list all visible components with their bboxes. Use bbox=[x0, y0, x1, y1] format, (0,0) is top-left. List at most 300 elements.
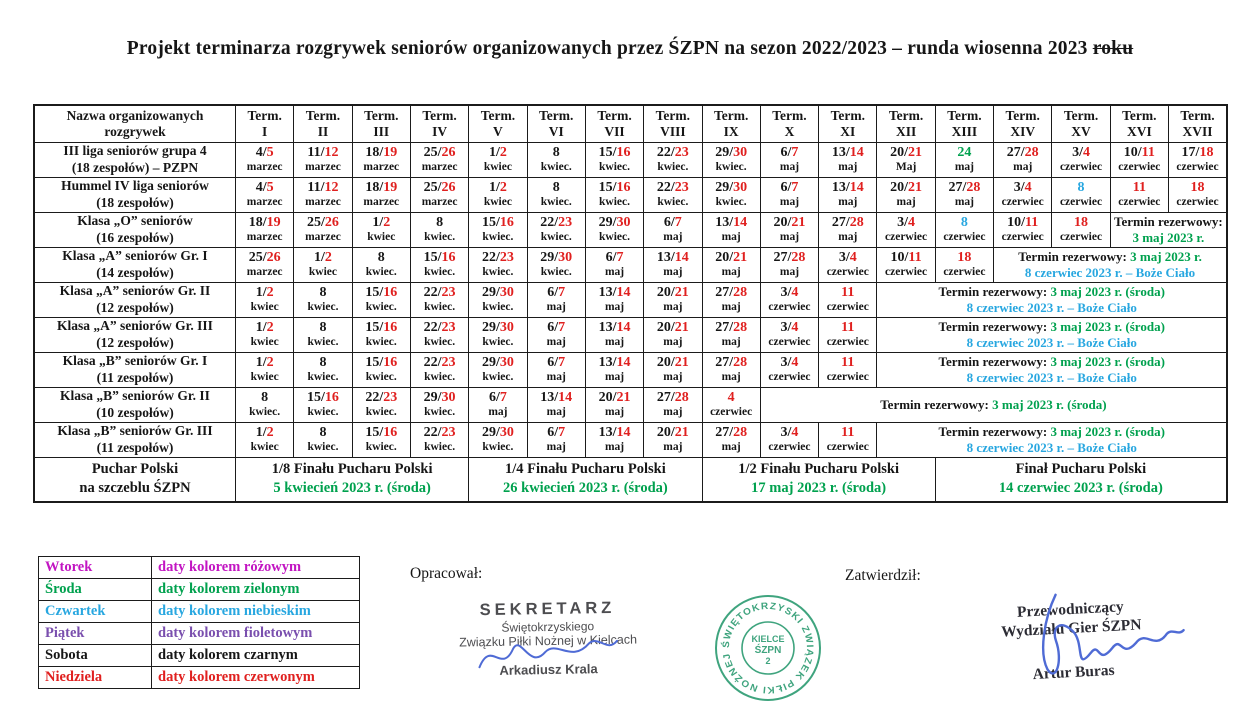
month-line: kwiec. bbox=[657, 196, 689, 208]
date-cell bbox=[994, 142, 1052, 177]
month-line: maj bbox=[604, 371, 625, 383]
date-number: 8 bbox=[377, 250, 385, 265]
schedule-row bbox=[34, 177, 1227, 212]
date-number: 21 bbox=[908, 145, 923, 160]
month-line: kwiec. bbox=[424, 406, 456, 418]
date-line bbox=[644, 285, 701, 301]
month-line: kwiec. bbox=[249, 406, 281, 418]
legend-day-cell: Niedziela bbox=[39, 667, 152, 689]
date-number: 8 bbox=[319, 355, 327, 370]
date-number: 8 bbox=[319, 285, 327, 300]
date-number: 8 bbox=[319, 425, 327, 440]
date-slash: / bbox=[729, 250, 734, 265]
date-number: 8 bbox=[552, 145, 560, 160]
date-number: 30 bbox=[499, 320, 514, 335]
date-cell bbox=[760, 177, 818, 212]
date-number: 6 bbox=[547, 285, 555, 300]
date-number: 30 bbox=[499, 425, 514, 440]
month-line: kwiec. bbox=[307, 406, 339, 418]
date-cell bbox=[236, 212, 294, 247]
date-slash: / bbox=[670, 320, 675, 335]
competition-name-line: Klasa „A” seniorów Gr. II bbox=[59, 283, 211, 298]
date-cell bbox=[352, 282, 410, 317]
legend-desc-cell: daty kolorem różowym bbox=[152, 557, 360, 579]
date-line bbox=[644, 145, 701, 161]
date-cell bbox=[527, 177, 585, 212]
month-line: maj bbox=[546, 406, 566, 418]
date-line bbox=[994, 215, 1051, 231]
date-number: 16 bbox=[499, 215, 514, 230]
title-struck-word: roku bbox=[1092, 38, 1134, 59]
date-number: 2 bbox=[383, 215, 391, 230]
month-line: kwiec. bbox=[365, 336, 397, 348]
reserve-line bbox=[877, 300, 1226, 316]
date-cell bbox=[644, 387, 702, 422]
term-numeral: V bbox=[493, 123, 503, 139]
date-number: 22 bbox=[481, 250, 496, 265]
date-number: 16 bbox=[383, 355, 398, 370]
date-line bbox=[469, 250, 526, 266]
date-number: 7 bbox=[791, 180, 799, 195]
date-number: 27 bbox=[656, 390, 671, 405]
approver-stamp bbox=[950, 594, 1194, 688]
date-number: 6 bbox=[780, 145, 788, 160]
reserve-line bbox=[994, 249, 1226, 265]
date-slash: / bbox=[437, 145, 442, 160]
competition-name-line: Klasa „A” seniorów Gr. I bbox=[62, 248, 208, 263]
date-cell bbox=[469, 317, 527, 352]
date-slash: / bbox=[612, 145, 617, 160]
month-line: kwiec. bbox=[365, 301, 397, 313]
date-line bbox=[294, 390, 351, 406]
month-line: czerwiec bbox=[1059, 196, 1103, 208]
term-header-cell bbox=[819, 105, 877, 142]
date-slash: / bbox=[612, 355, 617, 370]
month-line: maj bbox=[838, 196, 858, 208]
reserve-line bbox=[877, 319, 1226, 335]
date-number: 16 bbox=[383, 425, 398, 440]
date-slash: / bbox=[379, 390, 384, 405]
date-line bbox=[761, 285, 818, 301]
date-number: 3 bbox=[780, 355, 788, 370]
date-number: 28 bbox=[733, 425, 748, 440]
date-slash: / bbox=[962, 180, 967, 195]
date-cell bbox=[352, 317, 410, 352]
secretary-stamp-line2: Świętokrzyskiego bbox=[501, 619, 595, 635]
date-cell bbox=[585, 387, 643, 422]
date-number: 27 bbox=[1006, 145, 1021, 160]
date-number: 13 bbox=[831, 145, 846, 160]
competition-name-line: (11 zespołów) bbox=[96, 369, 174, 385]
month-line: kwiec. bbox=[540, 266, 572, 278]
date-line bbox=[644, 215, 701, 231]
date-slash: / bbox=[437, 320, 442, 335]
date-number: 24 bbox=[957, 145, 972, 160]
date-slash: / bbox=[379, 180, 384, 195]
reserve-term-cell bbox=[877, 317, 1227, 352]
term-prefix: Term. bbox=[539, 107, 574, 123]
date-line bbox=[703, 145, 760, 161]
date-slash: / bbox=[670, 425, 675, 440]
date-number: 27 bbox=[773, 250, 788, 265]
term-prefix: Term. bbox=[1063, 107, 1099, 123]
date-slash: / bbox=[321, 215, 325, 230]
month-line: maj bbox=[663, 371, 683, 383]
date-number: 20 bbox=[656, 425, 671, 440]
month-line: czerwiec bbox=[1001, 196, 1044, 208]
date-line bbox=[761, 215, 818, 231]
date-cell bbox=[760, 352, 818, 387]
month-line: czerwiec bbox=[1059, 161, 1103, 173]
date-cell bbox=[469, 212, 527, 247]
cup-stage-cell bbox=[702, 457, 935, 502]
date-number: 8 bbox=[552, 180, 560, 195]
date-slash: / bbox=[379, 425, 384, 440]
month-line: maj bbox=[954, 196, 974, 208]
date-cell bbox=[1052, 212, 1110, 247]
legend-desc-cell: daty kolorem niebieskim bbox=[152, 601, 360, 623]
date-line bbox=[411, 425, 468, 441]
date-slash: / bbox=[379, 285, 384, 300]
approver-signature-scribble-icon bbox=[959, 582, 1194, 694]
date-number: 20 bbox=[890, 180, 905, 195]
date-slash: / bbox=[670, 250, 675, 265]
month-line: maj bbox=[663, 336, 683, 348]
reserve-term-cell bbox=[877, 422, 1227, 457]
term-numeral: VII bbox=[604, 123, 625, 139]
date-line bbox=[469, 355, 526, 371]
schedule-row bbox=[34, 422, 1227, 457]
date-cell bbox=[702, 282, 760, 317]
date-line bbox=[586, 145, 643, 161]
date-cell bbox=[935, 142, 993, 177]
month-line: kwiec bbox=[367, 231, 396, 243]
date-number: 23 bbox=[383, 390, 398, 405]
date-number: 29 bbox=[481, 425, 496, 440]
term-numeral: XIII bbox=[951, 123, 978, 139]
date-number: 22 bbox=[423, 285, 438, 300]
reserve-term-cell bbox=[994, 247, 1227, 282]
date-line bbox=[1111, 145, 1168, 161]
date-line bbox=[353, 145, 410, 161]
date-cell bbox=[760, 212, 818, 247]
date-cell bbox=[527, 387, 585, 422]
round-stamp-ring-text: ŚWIĘTOKRZYSKI ZWIĄZEK PIŁKI NOŻNEJ bbox=[720, 600, 816, 696]
date-line bbox=[353, 215, 410, 231]
date-cell bbox=[1052, 177, 1110, 212]
cup-stage-title: 1/4 Finału Pucharu Polski bbox=[505, 461, 666, 478]
month-line: maj bbox=[604, 336, 625, 348]
date-slash: / bbox=[787, 425, 792, 440]
date-line bbox=[353, 425, 410, 441]
date-number: 10 bbox=[890, 250, 905, 265]
month-line: czerwiec bbox=[943, 266, 986, 278]
month-line: czerwiec bbox=[1118, 161, 1161, 173]
reserve-line bbox=[877, 424, 1226, 440]
month-line: kwiec bbox=[483, 161, 512, 173]
date-number: 28 bbox=[733, 285, 748, 300]
date-cell bbox=[527, 142, 585, 177]
date-number: 28 bbox=[1024, 145, 1039, 160]
date-cell bbox=[236, 387, 294, 422]
date-line bbox=[1111, 180, 1168, 196]
date-slash: / bbox=[554, 390, 559, 405]
date-slash: / bbox=[495, 355, 500, 370]
date-number: 8 bbox=[436, 215, 444, 230]
term-header-cell bbox=[1110, 105, 1168, 142]
date-cell bbox=[644, 352, 702, 387]
date-line bbox=[411, 285, 468, 301]
date-line bbox=[761, 320, 818, 336]
reserve-term-cell bbox=[877, 352, 1227, 387]
date-line bbox=[703, 215, 760, 231]
date-line bbox=[294, 180, 351, 196]
schedule-row bbox=[34, 212, 1227, 247]
reserve-line bbox=[1111, 214, 1226, 230]
month-line: maj bbox=[1013, 161, 1033, 173]
date-line bbox=[761, 180, 818, 196]
date-line bbox=[644, 355, 701, 371]
date-number: 20 bbox=[656, 355, 671, 370]
legend-desc-cell: daty kolorem fioletowym bbox=[152, 623, 360, 645]
date-number: 14 bbox=[616, 285, 631, 300]
month-line: maj bbox=[604, 406, 625, 418]
month-line: maj bbox=[721, 441, 741, 453]
date-number: 3 bbox=[897, 215, 905, 230]
date-number: 1 bbox=[488, 145, 496, 160]
month-line: kwiec. bbox=[365, 371, 397, 383]
date-slash: / bbox=[554, 215, 559, 230]
month-line: maj bbox=[838, 161, 858, 173]
legend-row bbox=[39, 579, 360, 601]
date-line bbox=[936, 180, 993, 196]
date-slash: / bbox=[554, 285, 559, 300]
date-number: 1 bbox=[314, 250, 322, 265]
competition-name-cell bbox=[34, 142, 236, 177]
date-line bbox=[819, 180, 876, 196]
date-line bbox=[819, 355, 876, 371]
date-cell bbox=[644, 142, 702, 177]
reserve-text: Termin rezerwowy: bbox=[938, 283, 1051, 299]
date-slash: / bbox=[495, 250, 500, 265]
term-header-cell bbox=[352, 105, 410, 142]
date-number: 27 bbox=[715, 355, 730, 370]
date-slash: / bbox=[1020, 145, 1025, 160]
month-line: czerwiec bbox=[768, 301, 811, 313]
reserve-text: 8 czerwiec 2023 r. – Boże Ciało bbox=[966, 439, 1137, 455]
reserve-line bbox=[877, 370, 1226, 386]
month-line: kwiec. bbox=[540, 196, 572, 208]
date-number: 22 bbox=[540, 215, 555, 230]
approver-title-line1: Przewodniczący bbox=[1016, 598, 1125, 621]
month-line: kwiec. bbox=[424, 336, 456, 348]
date-slash: / bbox=[670, 145, 675, 160]
date-number: 14 bbox=[616, 320, 631, 335]
date-number: 12 bbox=[324, 145, 339, 160]
month-line: czerwiec bbox=[885, 231, 928, 243]
month-line: czerwiec bbox=[826, 441, 869, 453]
date-cell bbox=[236, 317, 294, 352]
date-number: 22 bbox=[656, 180, 671, 195]
date-number: 13 bbox=[831, 180, 846, 195]
date-line bbox=[411, 145, 468, 161]
date-line bbox=[353, 390, 410, 406]
date-slash: / bbox=[845, 180, 850, 195]
date-slash: / bbox=[729, 355, 734, 370]
round-stamp-center-line1: KIELCE bbox=[751, 634, 785, 644]
competition-name-line: (11 zespołów) bbox=[96, 439, 174, 455]
competition-name-line: Hummel IV liga seniorów bbox=[61, 178, 209, 193]
date-number: 21 bbox=[791, 215, 806, 230]
date-line bbox=[703, 180, 760, 196]
month-line: marzec bbox=[246, 231, 283, 243]
date-number: 26 bbox=[441, 145, 456, 160]
date-number: 13 bbox=[656, 250, 671, 265]
secretary-name: Arkadiusz Krala bbox=[499, 661, 598, 678]
date-number: 1 bbox=[488, 180, 496, 195]
month-line: czerwiec bbox=[1059, 231, 1103, 243]
opracowal-label: Opracował: bbox=[410, 565, 483, 582]
month-line: kwiec. bbox=[307, 441, 339, 453]
date-line bbox=[294, 355, 351, 371]
date-number: 21 bbox=[674, 425, 689, 440]
legend-row bbox=[39, 557, 360, 579]
term-header-cell bbox=[469, 105, 527, 142]
date-line bbox=[761, 355, 818, 371]
date-number: 7 bbox=[558, 285, 566, 300]
month-line: kwiec. bbox=[715, 196, 747, 208]
date-number: 15 bbox=[423, 250, 438, 265]
month-line: czerwiec bbox=[1176, 161, 1219, 173]
date-number: 8 bbox=[319, 320, 327, 335]
date-cell bbox=[760, 422, 818, 457]
date-slash: / bbox=[670, 390, 675, 405]
term-prefix: Term. bbox=[305, 107, 341, 123]
date-number: 13 bbox=[598, 285, 613, 300]
date-slash: / bbox=[262, 355, 267, 370]
date-number: 4 bbox=[255, 180, 263, 195]
competition-name-cell bbox=[34, 422, 236, 457]
date-number: 3 bbox=[780, 285, 788, 300]
reserve-text: 3 maj 2023 r. (środa) bbox=[1050, 353, 1165, 369]
date-slash: / bbox=[612, 425, 617, 440]
date-number: 15 bbox=[307, 390, 322, 405]
month-line: czerwiec bbox=[768, 371, 811, 383]
date-number: 25 bbox=[307, 215, 322, 230]
date-line bbox=[469, 215, 526, 231]
term-numeral: IX bbox=[723, 123, 739, 139]
date-slash: / bbox=[495, 145, 500, 160]
reserve-text: Termin rezerwowy: bbox=[938, 353, 1051, 369]
cup-name-line: na szczeblu ŚZPN bbox=[79, 480, 191, 497]
term-prefix: Term. bbox=[1122, 107, 1157, 123]
date-cell bbox=[877, 177, 935, 212]
date-number: 6 bbox=[780, 180, 788, 195]
date-number: 1 bbox=[255, 285, 263, 300]
date-cell bbox=[702, 317, 760, 352]
date-line bbox=[936, 250, 993, 266]
date-cell bbox=[352, 352, 410, 387]
date-line bbox=[877, 250, 934, 266]
term-prefix: Term. bbox=[1180, 107, 1215, 123]
date-number: 6 bbox=[663, 215, 671, 230]
date-line bbox=[411, 180, 468, 196]
date-cell bbox=[469, 142, 527, 177]
date-number: 11 bbox=[908, 250, 922, 265]
date-cell bbox=[702, 177, 760, 212]
date-number: 3 bbox=[780, 425, 788, 440]
date-number: 22 bbox=[656, 145, 671, 160]
date-cell bbox=[236, 282, 294, 317]
month-line: marzec bbox=[246, 266, 283, 278]
month-line: maj bbox=[779, 196, 800, 208]
competition-name-cell bbox=[34, 352, 236, 387]
schedule-header bbox=[34, 105, 1227, 142]
schedule-row bbox=[34, 282, 1227, 317]
date-cell bbox=[702, 212, 760, 247]
secretary-stamp-title: SEKRETARZ bbox=[479, 598, 616, 620]
date-cell bbox=[585, 247, 643, 282]
month-line: kwiec. bbox=[424, 371, 456, 383]
reserve-text: 8 czerwiec 2023 r. – Boże Ciało bbox=[966, 334, 1137, 350]
date-line bbox=[411, 215, 468, 231]
date-number: 4 bbox=[727, 390, 735, 405]
date-cell bbox=[352, 422, 410, 457]
date-cell bbox=[410, 352, 468, 387]
zatwierdzil-label: Zatwierdził: bbox=[845, 567, 921, 584]
date-number: 7 bbox=[558, 320, 566, 335]
date-number: 21 bbox=[674, 320, 689, 335]
date-slash: / bbox=[321, 250, 325, 265]
date-number: 27 bbox=[715, 320, 730, 335]
date-slash: / bbox=[1079, 145, 1083, 160]
date-number: 29 bbox=[715, 180, 730, 195]
term-prefix: Term. bbox=[597, 107, 632, 123]
date-line bbox=[877, 215, 934, 231]
date-number: 29 bbox=[540, 250, 555, 265]
date-cell bbox=[236, 247, 294, 282]
date-slash: / bbox=[262, 180, 267, 195]
date-cell bbox=[935, 247, 993, 282]
date-cell bbox=[585, 282, 643, 317]
date-number: 15 bbox=[365, 355, 380, 370]
date-cell bbox=[819, 177, 877, 212]
date-slash: / bbox=[845, 250, 850, 265]
date-cell bbox=[585, 352, 643, 387]
date-cell bbox=[410, 282, 468, 317]
date-line bbox=[1169, 180, 1226, 196]
date-cell bbox=[819, 282, 877, 317]
month-line: kwiec. bbox=[482, 231, 514, 243]
date-number: 6 bbox=[547, 320, 555, 335]
date-cell bbox=[1110, 142, 1168, 177]
reserve-text: 3 maj 2023 r. (środa) bbox=[1050, 423, 1165, 439]
month-line: maj bbox=[896, 196, 916, 208]
date-slash: / bbox=[554, 425, 559, 440]
term-header-cell bbox=[760, 105, 818, 142]
date-line bbox=[586, 285, 643, 301]
date-slash: / bbox=[670, 285, 675, 300]
date-number: 8 bbox=[1077, 180, 1085, 195]
month-line: czerwiec bbox=[826, 371, 869, 383]
cup-stage-date: 26 kwiecień 2023 r. (środa) bbox=[503, 480, 668, 497]
date-slash: / bbox=[437, 425, 442, 440]
competition-name-line: III liga seniorów grupa 4 bbox=[63, 143, 207, 158]
date-line bbox=[936, 145, 993, 161]
date-cell bbox=[819, 142, 877, 177]
term-prefix: Term. bbox=[888, 107, 924, 123]
date-number: 25 bbox=[248, 250, 263, 265]
